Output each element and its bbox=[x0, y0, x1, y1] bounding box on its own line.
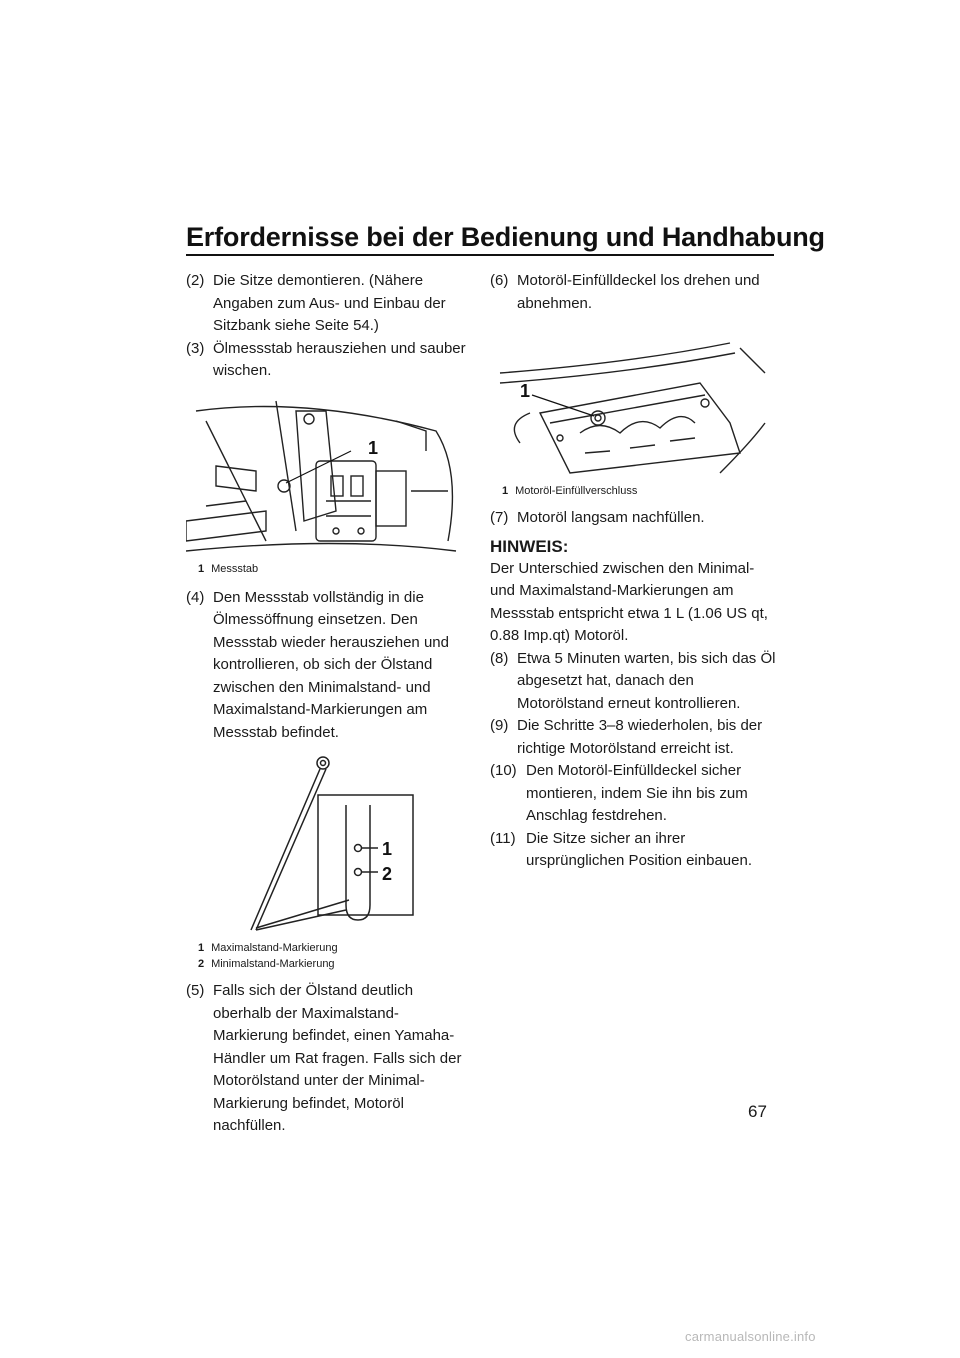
caption-number: 1 bbox=[198, 942, 205, 954]
step-4 bbox=[186, 587, 466, 745]
watermark: carmanualsonline.info bbox=[685, 1329, 816, 1344]
figure3-caption bbox=[490, 483, 776, 499]
figure2-caption-1 bbox=[186, 940, 466, 956]
step-text: Die Sitze sicher an ihrer ursprünglichen Position einbauen. bbox=[526, 829, 752, 869]
step-text: Die Sitze demontieren. (Nähere Angaben zum Aus- und Einbau der Sitzbank siehe Seite 54.) bbox=[213, 272, 446, 334]
step-6 bbox=[490, 270, 776, 315]
figure2-callout-1: 1 bbox=[382, 839, 393, 859]
step-text: Den Motoröl-Einfülldeckel sicher montieren, indem Sie ihn bis zum Anschlag festdrehen. bbox=[526, 762, 748, 824]
step-text: Die Schritte 3–8 wiederholen, bis der richtige Motorölstand erreicht ist. bbox=[517, 717, 763, 757]
step-text: Falls sich der Ölstand deutlich oberhalb der Maximalstand-Markierung befindet, einen Yamaha-Händler um Rat fragen. Falls sich der Motorölstand unter der Minimal-Markierung befindet, Motoröl nachfüllen. bbox=[213, 982, 462, 1134]
step-number: (7) bbox=[490, 509, 509, 526]
caption-text: Minimalstand-Markierung bbox=[211, 958, 335, 970]
step-8 bbox=[490, 648, 776, 716]
step-9 bbox=[490, 715, 776, 760]
dipstick-markings-figure bbox=[186, 750, 466, 972]
figure1-caption bbox=[186, 561, 466, 577]
left-column bbox=[186, 270, 466, 1138]
caption-text: Maximalstand-Markierung bbox=[211, 942, 338, 954]
note-heading: HINWEIS: bbox=[490, 536, 569, 556]
step-5 bbox=[186, 980, 466, 1138]
step-number: (4) bbox=[186, 588, 205, 606]
step-number: (6) bbox=[490, 272, 509, 289]
step-number: (8) bbox=[490, 649, 509, 667]
step-text: Motoröl langsam nachfüllen. bbox=[517, 509, 705, 526]
step-number: (10) bbox=[490, 762, 517, 779]
note-body: Der Unterschied zwischen den Minimal- und Maximalstand-Markierungen am Messstab entspricht etwa 1 L (1.06 US qt, 0.88 Imp.qt) Motoröl. bbox=[490, 559, 768, 644]
figure3-callout: 1 bbox=[520, 381, 531, 401]
figure2-caption-2 bbox=[186, 956, 466, 972]
engine-compartment-illustration bbox=[186, 391, 466, 561]
oil-filler-cap-figure bbox=[490, 323, 776, 499]
step-number: (9) bbox=[490, 717, 509, 734]
step-number: (5) bbox=[186, 982, 205, 999]
caption-number: 2 bbox=[198, 958, 205, 970]
page-title: Erfordernisse bei der Bedienung und Handhabung bbox=[186, 222, 825, 252]
step-11 bbox=[490, 828, 776, 873]
dipstick-illustration bbox=[186, 750, 466, 940]
step-3 bbox=[186, 338, 466, 383]
step-number: (2) bbox=[186, 272, 205, 289]
caption-number: 1 bbox=[502, 485, 509, 497]
step-text: Den Messstab vollständig in die Ölmessöffnung einsetzen. Den Messstab wieder herausziehen und kontrollieren, ob sich der Ölstand zwischen den Minimalstand- und Maximalstand-Markierungen am Messstab befindet. bbox=[213, 588, 449, 741]
step-7 bbox=[490, 507, 776, 530]
caption-number: 1 bbox=[198, 562, 205, 575]
caption-text: Motoröl-Einfüllverschluss bbox=[515, 485, 638, 497]
step-text: Ölmessstab herausziehen und sauber wischen. bbox=[213, 339, 466, 379]
figure1-callout: 1 bbox=[368, 437, 379, 458]
step-text: Motoröl-Einfülldeckel los drehen und abnehmen. bbox=[517, 272, 760, 312]
right-column bbox=[490, 270, 776, 873]
caption-text: Messstab bbox=[211, 562, 259, 575]
step-number: (3) bbox=[186, 339, 205, 357]
step-number: (11) bbox=[490, 829, 516, 847]
step-text: Etwa 5 Minuten warten, bis sich das Öl abgesetzt hat, danach den Motorölstand erneut kontrollieren. bbox=[517, 649, 776, 712]
figure2-callout-2: 2 bbox=[382, 864, 393, 884]
page-number: 67 bbox=[748, 1102, 767, 1121]
header-rule bbox=[186, 254, 774, 256]
step-10 bbox=[490, 760, 776, 828]
dipstick-engine-figure bbox=[186, 391, 466, 577]
step-2 bbox=[186, 270, 466, 338]
engine-cover-illustration bbox=[490, 323, 770, 483]
